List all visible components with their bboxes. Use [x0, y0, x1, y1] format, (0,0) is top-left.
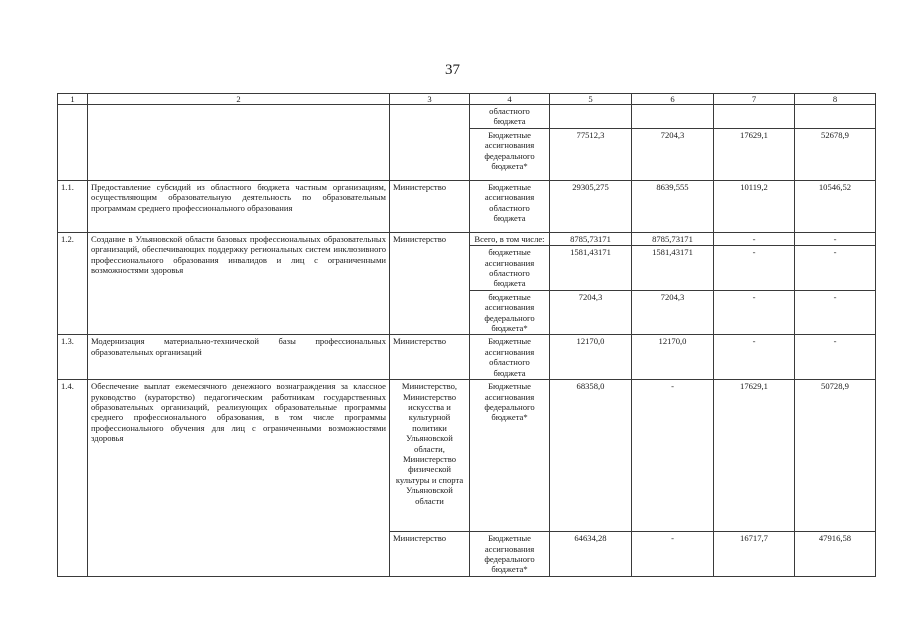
- value-cell: 1581,43171: [632, 246, 714, 291]
- table-row: [58, 105, 876, 129]
- value-cell: 29305,275: [550, 180, 632, 232]
- row-number-cell: 1.4.: [58, 380, 88, 577]
- value-cell: 7204,3: [632, 290, 714, 335]
- value-cell: -: [714, 290, 795, 335]
- description-cell: [88, 105, 390, 181]
- funding-cell: бюджетные ассигнования областного бюджета: [470, 246, 550, 291]
- row-number-cell: 1.3.: [58, 335, 88, 380]
- funding-cell: Бюджетные ассигнования областного бюджета: [470, 180, 550, 232]
- header-cell: 7: [714, 94, 795, 105]
- header-cell: 6: [632, 94, 714, 105]
- value-cell: 68358,0: [550, 380, 632, 532]
- header-cell: 2: [88, 94, 390, 105]
- value-cell: [550, 105, 632, 129]
- description-cell: Обеспечение выплат ежемесячного денежного вознаграждения за классное руководство (кураторство) педагогическим работникам государственных образовательных организаций, реализующих образовательные программы среднего профессионального образования, в том числе программы профессионального обучения для лиц с ограниченными возможностями здоровья: [88, 380, 390, 577]
- value-cell: 7204,3: [632, 128, 714, 180]
- value-cell: 17629,1: [714, 380, 795, 532]
- value-cell: -: [714, 246, 795, 291]
- value-cell: 12170,0: [632, 335, 714, 380]
- header-cell: 1: [58, 94, 88, 105]
- table-row: [58, 232, 876, 245]
- executor-cell: Министерство, Министерство искусства и культурной политики Ульяновской области, Министерство физической культуры и спорта Ульяновской области: [390, 380, 470, 532]
- value-cell: -: [714, 232, 795, 245]
- header-cell: 4: [470, 94, 550, 105]
- value-cell: -: [795, 246, 876, 291]
- value-cell: 77512,3: [550, 128, 632, 180]
- funding-cell: бюджетные ассигнования федерального бюджета*: [470, 290, 550, 335]
- funding-cell: областного бюджета: [470, 105, 550, 129]
- value-cell: -: [795, 335, 876, 380]
- description-cell: Предоставление субсидий из областного бюджета частным организациям, осуществляющим образовательную деятельность по образовательным программам среднего профессионального образования: [88, 180, 390, 232]
- value-cell: 8785,73171: [632, 232, 714, 245]
- page-number: 37: [445, 62, 460, 78]
- executor-cell: Министерство: [390, 232, 470, 335]
- funding-cell: Бюджетные ассигнования федерального бюджета*: [470, 128, 550, 180]
- value-cell: 10119,2: [714, 180, 795, 232]
- value-cell: 7204,3: [550, 290, 632, 335]
- header-cell: 5: [550, 94, 632, 105]
- header-cell: 3: [390, 94, 470, 105]
- funding-cell: Всего, в том числе:: [470, 232, 550, 245]
- value-cell: -: [795, 232, 876, 245]
- funding-cell: Бюджетные ассигнования федерального бюджета*: [470, 380, 550, 532]
- table-row: [58, 180, 876, 232]
- value-cell: [795, 105, 876, 129]
- executor-cell: Министерство: [390, 335, 470, 380]
- header-cell: 8: [795, 94, 876, 105]
- value-cell: 1581,43171: [550, 246, 632, 291]
- row-number-cell: [58, 105, 88, 181]
- value-cell: -: [632, 380, 714, 532]
- funding-table: [57, 93, 876, 577]
- description-cell: Модернизация материально-технической базы профессиональных образовательных организаций: [88, 335, 390, 380]
- value-cell: -: [795, 290, 876, 335]
- value-cell: 8785,73171: [550, 232, 632, 245]
- value-cell: -: [632, 532, 714, 577]
- value-cell: [714, 105, 795, 129]
- value-cell: 10546,52: [795, 180, 876, 232]
- row-number-cell: 1.1.: [58, 180, 88, 232]
- value-cell: 52678,9: [795, 128, 876, 180]
- value-cell: 12170,0: [550, 335, 632, 380]
- value-cell: -: [714, 335, 795, 380]
- value-cell: 64634,28: [550, 532, 632, 577]
- executor-cell: Министерство: [390, 532, 470, 577]
- description-cell: Создание в Ульяновской области базовых профессиональных образовательных организаций, обеспечивающих поддержку региональных систем инклюзивного профессионального образования инвалидов и лиц с ограниченными возможностями здоровья: [88, 232, 390, 335]
- executor-cell: Министерство: [390, 180, 470, 232]
- value-cell: 17629,1: [714, 128, 795, 180]
- funding-cell: Бюджетные ассигнования федерального бюджета*: [470, 532, 550, 577]
- value-cell: 47916,58: [795, 532, 876, 577]
- value-cell: 8639,555: [632, 180, 714, 232]
- funding-cell: Бюджетные ассигнования областного бюджета: [470, 335, 550, 380]
- table-row: [58, 335, 876, 380]
- executor-cell: [390, 105, 470, 181]
- value-cell: 16717,7: [714, 532, 795, 577]
- header-row: [58, 94, 876, 105]
- value-cell: 50728,9: [795, 380, 876, 532]
- table-row: [58, 380, 876, 532]
- value-cell: [632, 105, 714, 129]
- row-number-cell: 1.2.: [58, 232, 88, 335]
